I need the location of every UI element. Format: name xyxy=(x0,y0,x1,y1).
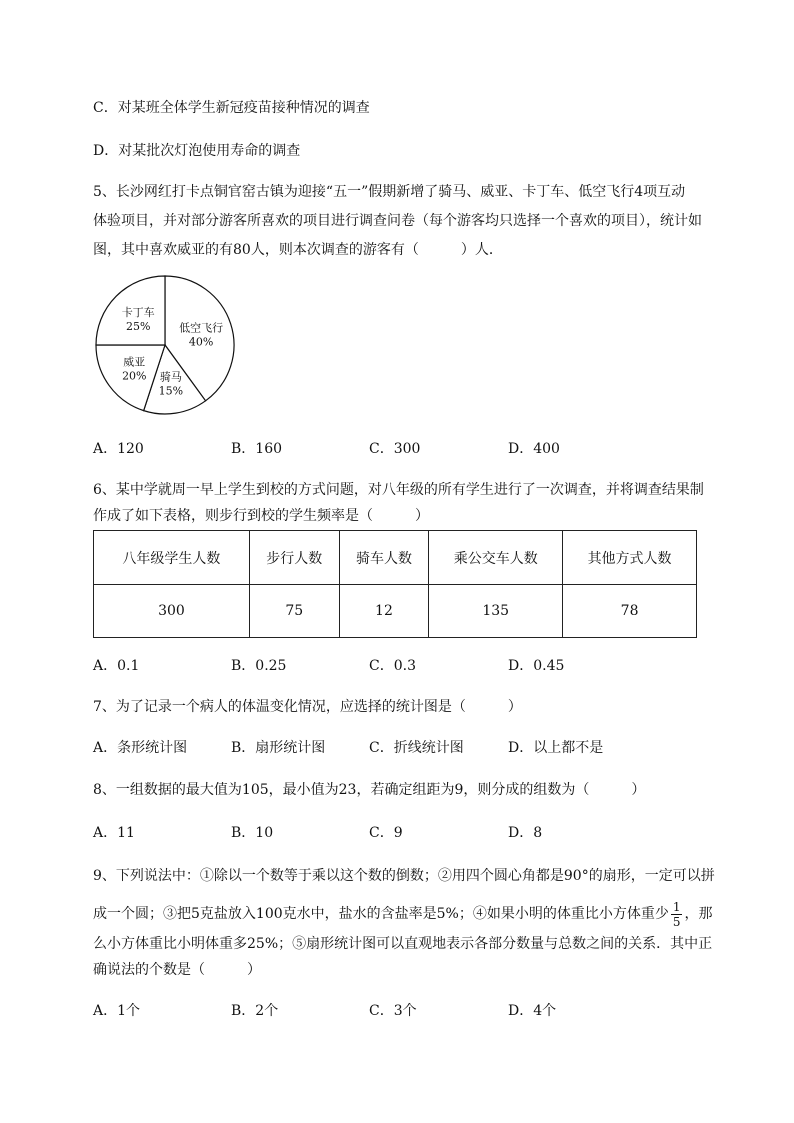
q9-option-b[interactable]: B．2个 xyxy=(231,1003,279,1019)
pie-label-1: 骑马 xyxy=(159,370,182,384)
pie-pct-label-0: 40% xyxy=(188,335,214,349)
fraction-denominator: 5 xyxy=(672,914,681,929)
q9-options xyxy=(93,1001,713,1021)
table-header-cell: 其他方式人数 xyxy=(563,531,697,585)
q9-text-line-2b: ，那 xyxy=(684,906,713,922)
commute-table xyxy=(93,530,697,638)
table-cell: 12 xyxy=(339,585,429,638)
q8-option-a[interactable]: A．11 xyxy=(93,825,135,841)
pie-pct-label-3: 25% xyxy=(125,320,151,334)
q8-options xyxy=(93,823,713,843)
pie-pct-label-1: 15% xyxy=(158,384,184,398)
q5-text-line-2: 体验项目，并对部分游客所喜欢的项目进行调查问卷（每个游客均只选择一个喜欢的项目），统计如 xyxy=(93,213,702,229)
table-header-cell: 骑车人数 xyxy=(339,531,429,585)
q5-options xyxy=(93,439,713,459)
q7-option-b[interactable]: B．扇形统计图 xyxy=(231,740,326,756)
table-cell: 75 xyxy=(249,585,339,638)
q6-option-b[interactable]: B．0.25 xyxy=(231,658,287,674)
q8-option-c[interactable]: C．9 xyxy=(369,825,403,841)
q5-option-c[interactable]: C．300 xyxy=(369,441,421,457)
q6-option-d[interactable]: D．0.45 xyxy=(508,658,565,674)
q9-text-line-4: 确说法的个数是（ ） xyxy=(93,962,261,978)
pie-chart xyxy=(93,275,238,420)
option-c-prev: C．对某班全体学生新冠疫苗接种情况的调查 xyxy=(93,100,370,116)
pie-label-0: 低空飞行 xyxy=(179,321,224,335)
table-header-cell: 乘公交车人数 xyxy=(429,531,563,585)
q9-text-line-1: 9、下列说法中：①除以一个数等于乘以这个数的倒数；②用四个圆心角都是90°的扇形，一定可以拼 xyxy=(93,868,715,884)
table-cell: 300 xyxy=(94,585,250,638)
q8-text-line-1: 8、一组数据的最大值为105，最小值为23，若确定组距为9，则分成的组数为（ ） xyxy=(93,782,646,798)
q5-text-line-1: 5、长沙网红打卡点铜官窑古镇为迎接“五一”假期新增了骑马、威亚、卡丁车、低空飞行4项互动 xyxy=(93,184,686,200)
table-header-cell: 八年级学生人数 xyxy=(94,531,250,585)
q7-option-c[interactable]: C．折线统计图 xyxy=(369,740,464,756)
q7-text-line-1: 7、为了记录一个病人的体温变化情况，应选择的统计图是（ ） xyxy=(93,699,522,715)
q9-text-line-2 xyxy=(93,898,712,930)
q7-option-d[interactable]: D．以上都不是 xyxy=(508,740,604,756)
q7-option-a[interactable]: A．条形统计图 xyxy=(93,740,188,756)
q9-option-a[interactable]: A．1个 xyxy=(93,1003,141,1019)
q6-text-line-1: 6、某中学就周一早上学生到校的方式问题，对八年级的所有学生进行了一次调查，并将调查结果制 xyxy=(93,482,704,498)
q6-option-a[interactable]: A．0.1 xyxy=(93,658,140,674)
q6-option-c[interactable]: C．0.3 xyxy=(369,658,416,674)
q6-text-line-2: 作成了如下表格，则步行到校的学生频率是（ ） xyxy=(93,508,429,524)
table-cell: 78 xyxy=(563,585,697,638)
q9-option-d[interactable]: D．4个 xyxy=(508,1003,557,1019)
q9-option-c[interactable]: C．3个 xyxy=(369,1003,417,1019)
q5-text-line-3: 图，其中喜欢威亚的有80人，则本次调查的游客有（ ）人． xyxy=(93,242,503,258)
fraction-numerator: 1 xyxy=(672,899,681,914)
q7-options xyxy=(93,738,713,758)
table-header-row xyxy=(94,531,697,585)
q8-option-d[interactable]: D．8 xyxy=(508,825,543,841)
q8-option-b[interactable]: B．10 xyxy=(231,825,274,841)
table-header-cell: 步行人数 xyxy=(249,531,339,585)
pie-label-2: 威亚 xyxy=(123,355,146,369)
q9-text-line-2a: 成一个圆；③把5克盐放入100克水中，盐水的含盐率是5%；④如果小明的体重比小方体重少 xyxy=(93,906,669,922)
pie-pct-label-2: 20% xyxy=(122,369,147,383)
table-row xyxy=(94,585,697,638)
q5-option-a[interactable]: A．120 xyxy=(93,441,144,457)
q9-text-line-3: 么小方体重比小明体重多25%；⑤扇形统计图可以直观地表示各部分数量与总数之间的关系．其中正 xyxy=(93,936,713,952)
pie-label-3: 卡丁车 xyxy=(121,306,155,320)
option-d-prev: D．对某批次灯泡使用寿命的调查 xyxy=(93,143,301,159)
q6-options xyxy=(93,656,713,676)
table-cell: 135 xyxy=(429,585,563,638)
q5-option-b[interactable]: B．160 xyxy=(231,441,283,457)
q5-option-d[interactable]: D．400 xyxy=(508,441,560,457)
fraction-one-fifth xyxy=(671,900,683,929)
